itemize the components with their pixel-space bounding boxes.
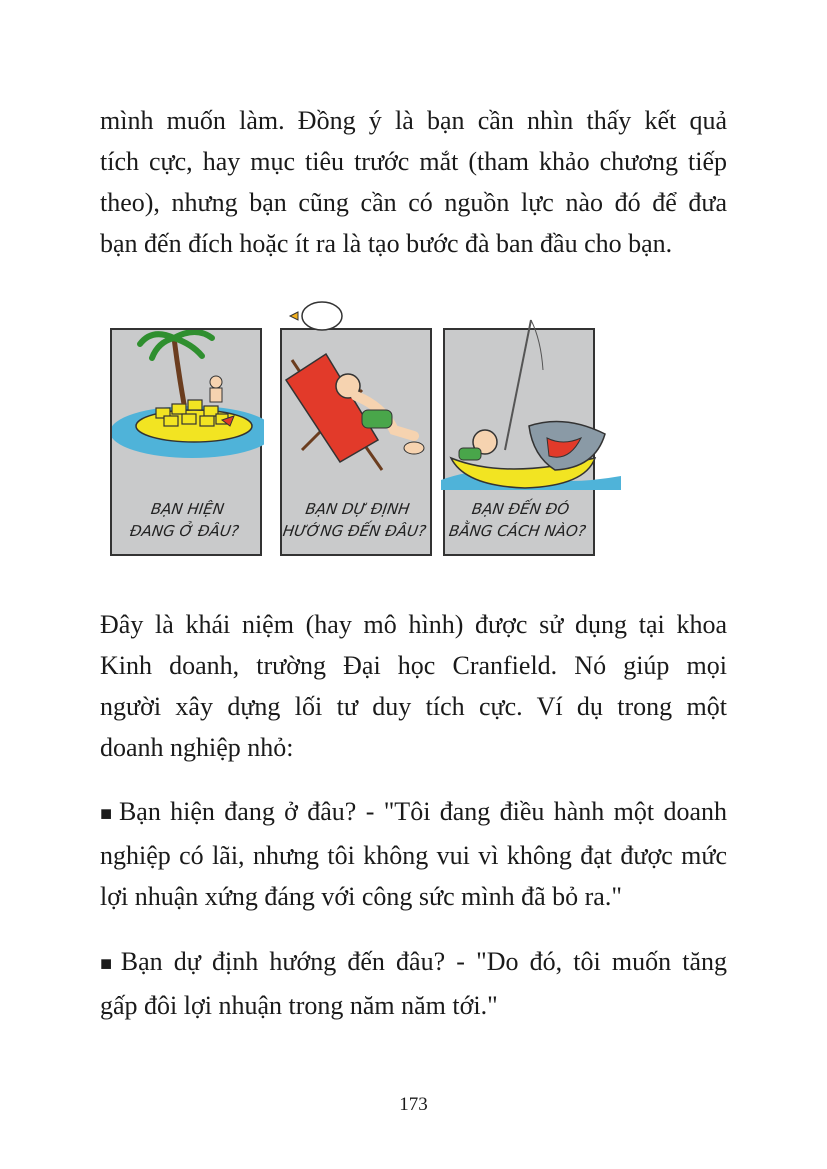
text-line: gấp đôi lợi nhuận trong năm năm tới." (100, 991, 498, 1020)
bullet-item-target (100, 941, 727, 1026)
bullet-text: Bạn dự định hướng đến đâu? - "Do đó, tôi muốn tăng (120, 947, 727, 976)
text-line: doanh nghiệp nhỏ: (100, 733, 294, 762)
text-line: mình muốn làm. Đồng ý là bạn cần nhìn thấy kết quả (100, 106, 727, 135)
text-line: theo), nhưng bạn cũng cần có nguồn lực nào đó để đưa (100, 188, 727, 217)
island-drawing (112, 330, 264, 480)
text-line: Kinh doanh, trường Đại học Cranfield. Nó giúp mọi (100, 651, 727, 680)
text-line: tích cực, hay mục tiêu trước mắt (tham khảo chương tiếp (100, 147, 727, 176)
panel-deckchair (280, 328, 432, 556)
text-line (100, 791, 727, 835)
deckchair-drawing (282, 330, 434, 480)
bullet-item-current (100, 791, 727, 917)
panel-island (110, 328, 262, 556)
text-line: Đây là khái niệm (hay mô hình) được sử dụng tại khoa (100, 610, 727, 639)
text-line (100, 941, 727, 985)
caption-line: BẠN ĐẾN ĐÓ (470, 500, 571, 518)
panel-boat-shark (443, 328, 595, 556)
boat-shark-drawing (445, 330, 597, 480)
paragraph-intro (100, 100, 727, 264)
paragraph-concept (100, 604, 727, 768)
text-line: nghiệp có lãi, nhưng tôi không vui vì không đạt được mức (100, 841, 727, 870)
bullet-text: Bạn hiện đang ở đâu? - "Tôi đang điều hành một doanh (118, 797, 727, 826)
text-line: người xây dựng lối tư duy tích cực. Ví dụ trong một (100, 692, 727, 721)
caption-line: BẰNG CÁCH NÀO? (447, 522, 588, 540)
bullet-square-icon: ■ (100, 953, 117, 975)
cartoon-illustration (110, 298, 630, 564)
page-number: 173 (399, 1094, 428, 1115)
caption-line: BẠN HIỆN (149, 500, 226, 518)
bullet-square-icon: ■ (100, 803, 115, 825)
text-line: lợi nhuận xứng đáng với công sức mình đã bỏ ra." (100, 882, 622, 911)
text-line: bạn đến đích hoặc ít ra là tạo bước đà ban đầu cho bạn. (100, 229, 673, 258)
caption-line: ĐANG Ở ĐÂU? (128, 522, 241, 540)
caption-line: BẠN DỰ ĐỊNH (304, 500, 411, 518)
caption-line: HƯỚNG ĐẾN ĐÂU? (281, 522, 428, 540)
